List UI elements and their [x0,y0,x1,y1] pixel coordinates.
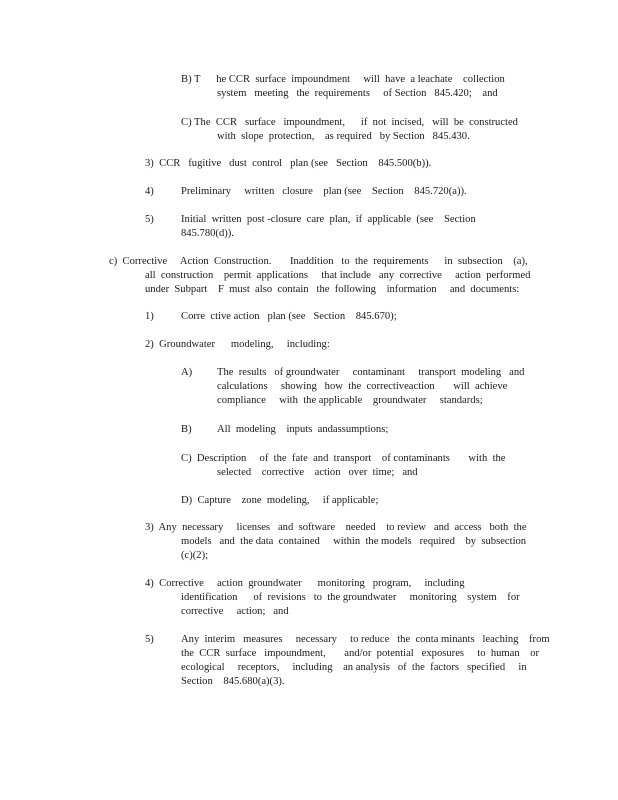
item-c2d-capture-zone [181,494,378,508]
item-c2c-line-1: C) Description of the fate and transport of contaminants with the [181,453,506,464]
item-c5-line-1: Any interim measures necessary to reduce the conta minants leaching from [181,634,550,645]
item-c4-monitoring-program [145,577,520,619]
item-c2a-label: A) [181,367,193,378]
section-c-line-1: c) Corrective Action Construction. Inaddition to the requirements in subsection (a), [109,256,528,267]
item-b-line-2: system meeting the requirements of Section 845.420; and [217,88,498,99]
item-5-line-2: 845.780(d)). [181,228,234,239]
item-c5-line-3: ecological receptors, including an analysis of the factors specified in [181,662,527,673]
item-c5-label: 5) [145,634,154,645]
item-c2-groundwater-modeling [145,338,330,352]
item-c2-line-1: 2) Groundwater modeling, including: [145,339,330,350]
item-c2b-label: B) [181,424,192,435]
section-c-corrective-action [109,255,530,297]
item-c3-line-2: models and the data contained within the models required by subsection [181,536,527,547]
item-c1-label: 1) [145,311,154,322]
item-c4-line-1: 4) Corrective action groundwater monitoring program, including [145,578,465,589]
item-c2a-line-3: compliance with the applicable groundwater standards; [217,395,483,406]
item-c2c-description [181,452,506,480]
item-b-line-1: B) T he CCR surface impoundment will have a leachate collection [181,74,505,85]
item-c5-line-2: the CCR surface impoundment, and/or potential exposures to human or [181,648,540,659]
item-5-label: 5) [145,214,154,225]
item-c2b-line-1: All modeling inputs andassumptions; [217,424,389,435]
item-c4-line-2: identification of revisions to the groundwater monitoring system for [181,592,520,603]
item-c-line-1: C) The CCR surface impoundment, if not incised, will be constructed [181,117,518,128]
item-c5-line-4: Section 845.680(a)(3). [181,676,285,687]
item-3-fugitive-dust [145,157,431,171]
item-c3-line-3: (c)(2); [181,550,209,561]
item-3-line-1: 3) CCR fugitive dust control plan (see Section 845.500(b)). [145,158,432,169]
section-c-line-2: all construction permit applications that include any corrective action performed [145,270,531,281]
item-c2a-line-2: calculations showing how the correctiveaction will achieve [217,381,508,392]
item-b-leachate-collection [181,73,505,101]
item-c-line-2: with slope protection, as required by Section 845.430. [217,131,470,142]
item-c4-line-3: corrective action; and [181,606,289,617]
item-c1-line-1: Corre ctive action plan (see Section 845.670); [181,311,397,322]
item-c-slope-protection [181,116,518,144]
item-4-line-1: Preliminary written closure plan (see Section 845.720(a)). [181,186,467,197]
item-c2a-line-1: The results of groundwater contaminant transport modeling and [217,367,525,378]
item-c2c-line-2: selected corrective action over time; and [217,467,418,478]
item-4-label: 4) [145,186,154,197]
section-c-line-3: under Subpart F must also contain the following information and documents: [145,284,520,295]
item-c2d-line-1: D) Capture zone modeling, if applicable; [181,495,379,506]
item-c3-line-1: 3) Any necessary licenses and software needed to review and access both the [145,522,527,533]
item-5-line-1: Initial written post -closure care plan, if applicable (see Section [181,214,476,225]
item-c3-licenses-software [145,521,527,563]
